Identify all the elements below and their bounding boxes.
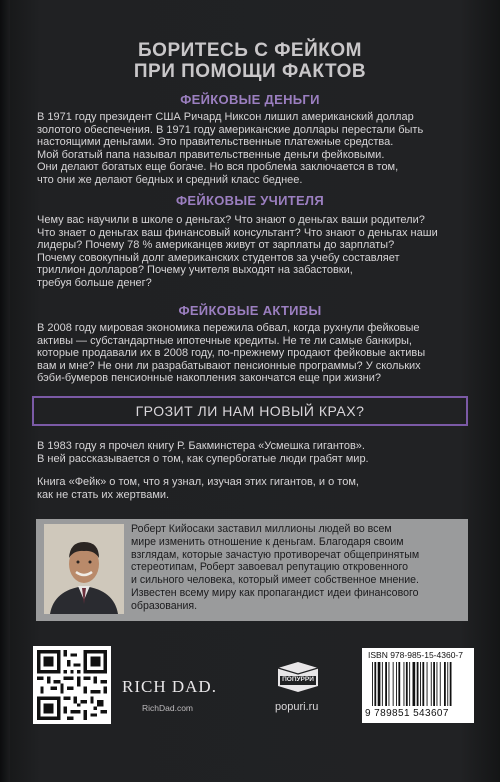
author-photo bbox=[44, 524, 124, 614]
text-line: взглядам, которые зачастую противоречат общепринятым bbox=[131, 548, 420, 561]
cover-title-line-2: ПРИ ПОМОЩИ ФАКТОВ bbox=[133, 61, 367, 82]
text-line: бэби-бумеров пенсионные накопления закончатся еще при жизни? bbox=[37, 372, 381, 385]
section-text-fake-assets bbox=[37, 322, 467, 385]
text-line: триллион долларов? Почему учителя выходят на забастовки, bbox=[37, 264, 353, 277]
section-heading-fake-assets: ФЕЙКОВЫЕ АКТИВЫ bbox=[178, 303, 322, 318]
text-line: В 1983 году я прочел книгу Р. Бакминстера «Усмешка гигантов». bbox=[37, 440, 365, 452]
text-line: Они делают богатых еще богаче. Но вся проблема заключается в том, bbox=[37, 161, 399, 174]
section-heading-fake-money: ФЕЙКОВЫЕ ДЕНЬГИ bbox=[180, 92, 320, 107]
text-line: образования. bbox=[131, 599, 198, 612]
crash-question-box: ГРОЗИТ ЛИ НАМ НОВЫЙ КРАХ? bbox=[32, 396, 468, 426]
section-text-fake-money bbox=[37, 111, 467, 187]
text-line: вам и мне? Не они ли разрабатывают пенсионные программы? У скольких bbox=[37, 359, 421, 372]
text-line: Мой богатый папа называл правительственные деньги фейковыми. bbox=[37, 148, 385, 161]
text-line: В ней рассказывается о том, как супербогатые люди грабят мир. bbox=[37, 452, 369, 465]
text-line: Роберт Кийосаки заставил миллионы людей во всем bbox=[131, 523, 392, 535]
text-line: золотого обеспечения. В 1971 году американские доллары перестали быть bbox=[37, 123, 424, 136]
text-line: Книга «Фейк» о том, что я узнал, изучая этих гигантов, и о том, bbox=[37, 476, 359, 488]
text-line: как не стать их жертвами. bbox=[37, 488, 170, 501]
cover-title-line-1: БОРИТЕСЬ С ФЕЙКОМ bbox=[138, 40, 362, 61]
publisher-site: popuri.ru bbox=[275, 701, 319, 713]
text-line: Что знает о деньгах ваш финансовый консультант? Что знают о деньгах наши bbox=[37, 226, 438, 239]
text-line: которые продавали их в 2008 году, по-прежнему продают фейковые активы bbox=[37, 347, 426, 360]
text-line: настоящими деньгами. Это правительственные платежные средства. bbox=[37, 136, 394, 149]
author-bio bbox=[131, 523, 461, 613]
text-line: стереотипам, Роберт завоевал репутацию откровенного bbox=[131, 561, 409, 574]
spine-edge bbox=[0, 0, 10, 782]
fuller-paragraph bbox=[37, 440, 467, 465]
text-line: активы — субстандартные ипотечные кредиты. Не те ли самые банкиры, bbox=[37, 334, 412, 347]
text-line: и сильного человека, который имеет собственное мнение. bbox=[131, 574, 419, 587]
rich-dad-logo: RICH DAD. bbox=[122, 677, 217, 696]
qr-code bbox=[33, 646, 111, 724]
text-line: В 1971 году президент США Ричард Никсон лишил американский доллар bbox=[37, 111, 414, 123]
text-line: Почему совокупный долг американских студентов за учебу составляет bbox=[37, 251, 400, 264]
text-line: мире изменить отношение к деньгам. Благодаря своим bbox=[131, 535, 404, 548]
isbn-text: ISBN 978-985-15-4360-7 bbox=[368, 650, 463, 660]
section-text-fake-teachers bbox=[37, 214, 467, 290]
section-heading-fake-teachers: ФЕЙКОВЫЕ УЧИТЕЛЯ bbox=[176, 193, 324, 208]
text-line: Известен всему миру как пропагандист идеи финансового bbox=[131, 586, 419, 599]
text-line: лидеры? Почему 78 % американцев живут от зарплаты до зарплаты? bbox=[37, 239, 395, 252]
text-line: требуя больше денег? bbox=[37, 276, 152, 289]
barcode-digits: 9 789851 543607 bbox=[365, 708, 449, 719]
publisher-logo-text: ПОПУРРИ bbox=[282, 676, 314, 683]
fake-book-paragraph bbox=[37, 476, 467, 501]
text-line: Чему вас научили в школе о деньгах? Что знают о деньгах ваши родители? bbox=[37, 214, 425, 226]
text-line: что они же делают бедных и средний класс беднее. bbox=[37, 173, 303, 186]
rich-dad-site: RichDad.com bbox=[142, 703, 194, 713]
text-line: В 2008 году мировая экономика пережила обвал, когда рухнули фейковые bbox=[37, 322, 420, 334]
